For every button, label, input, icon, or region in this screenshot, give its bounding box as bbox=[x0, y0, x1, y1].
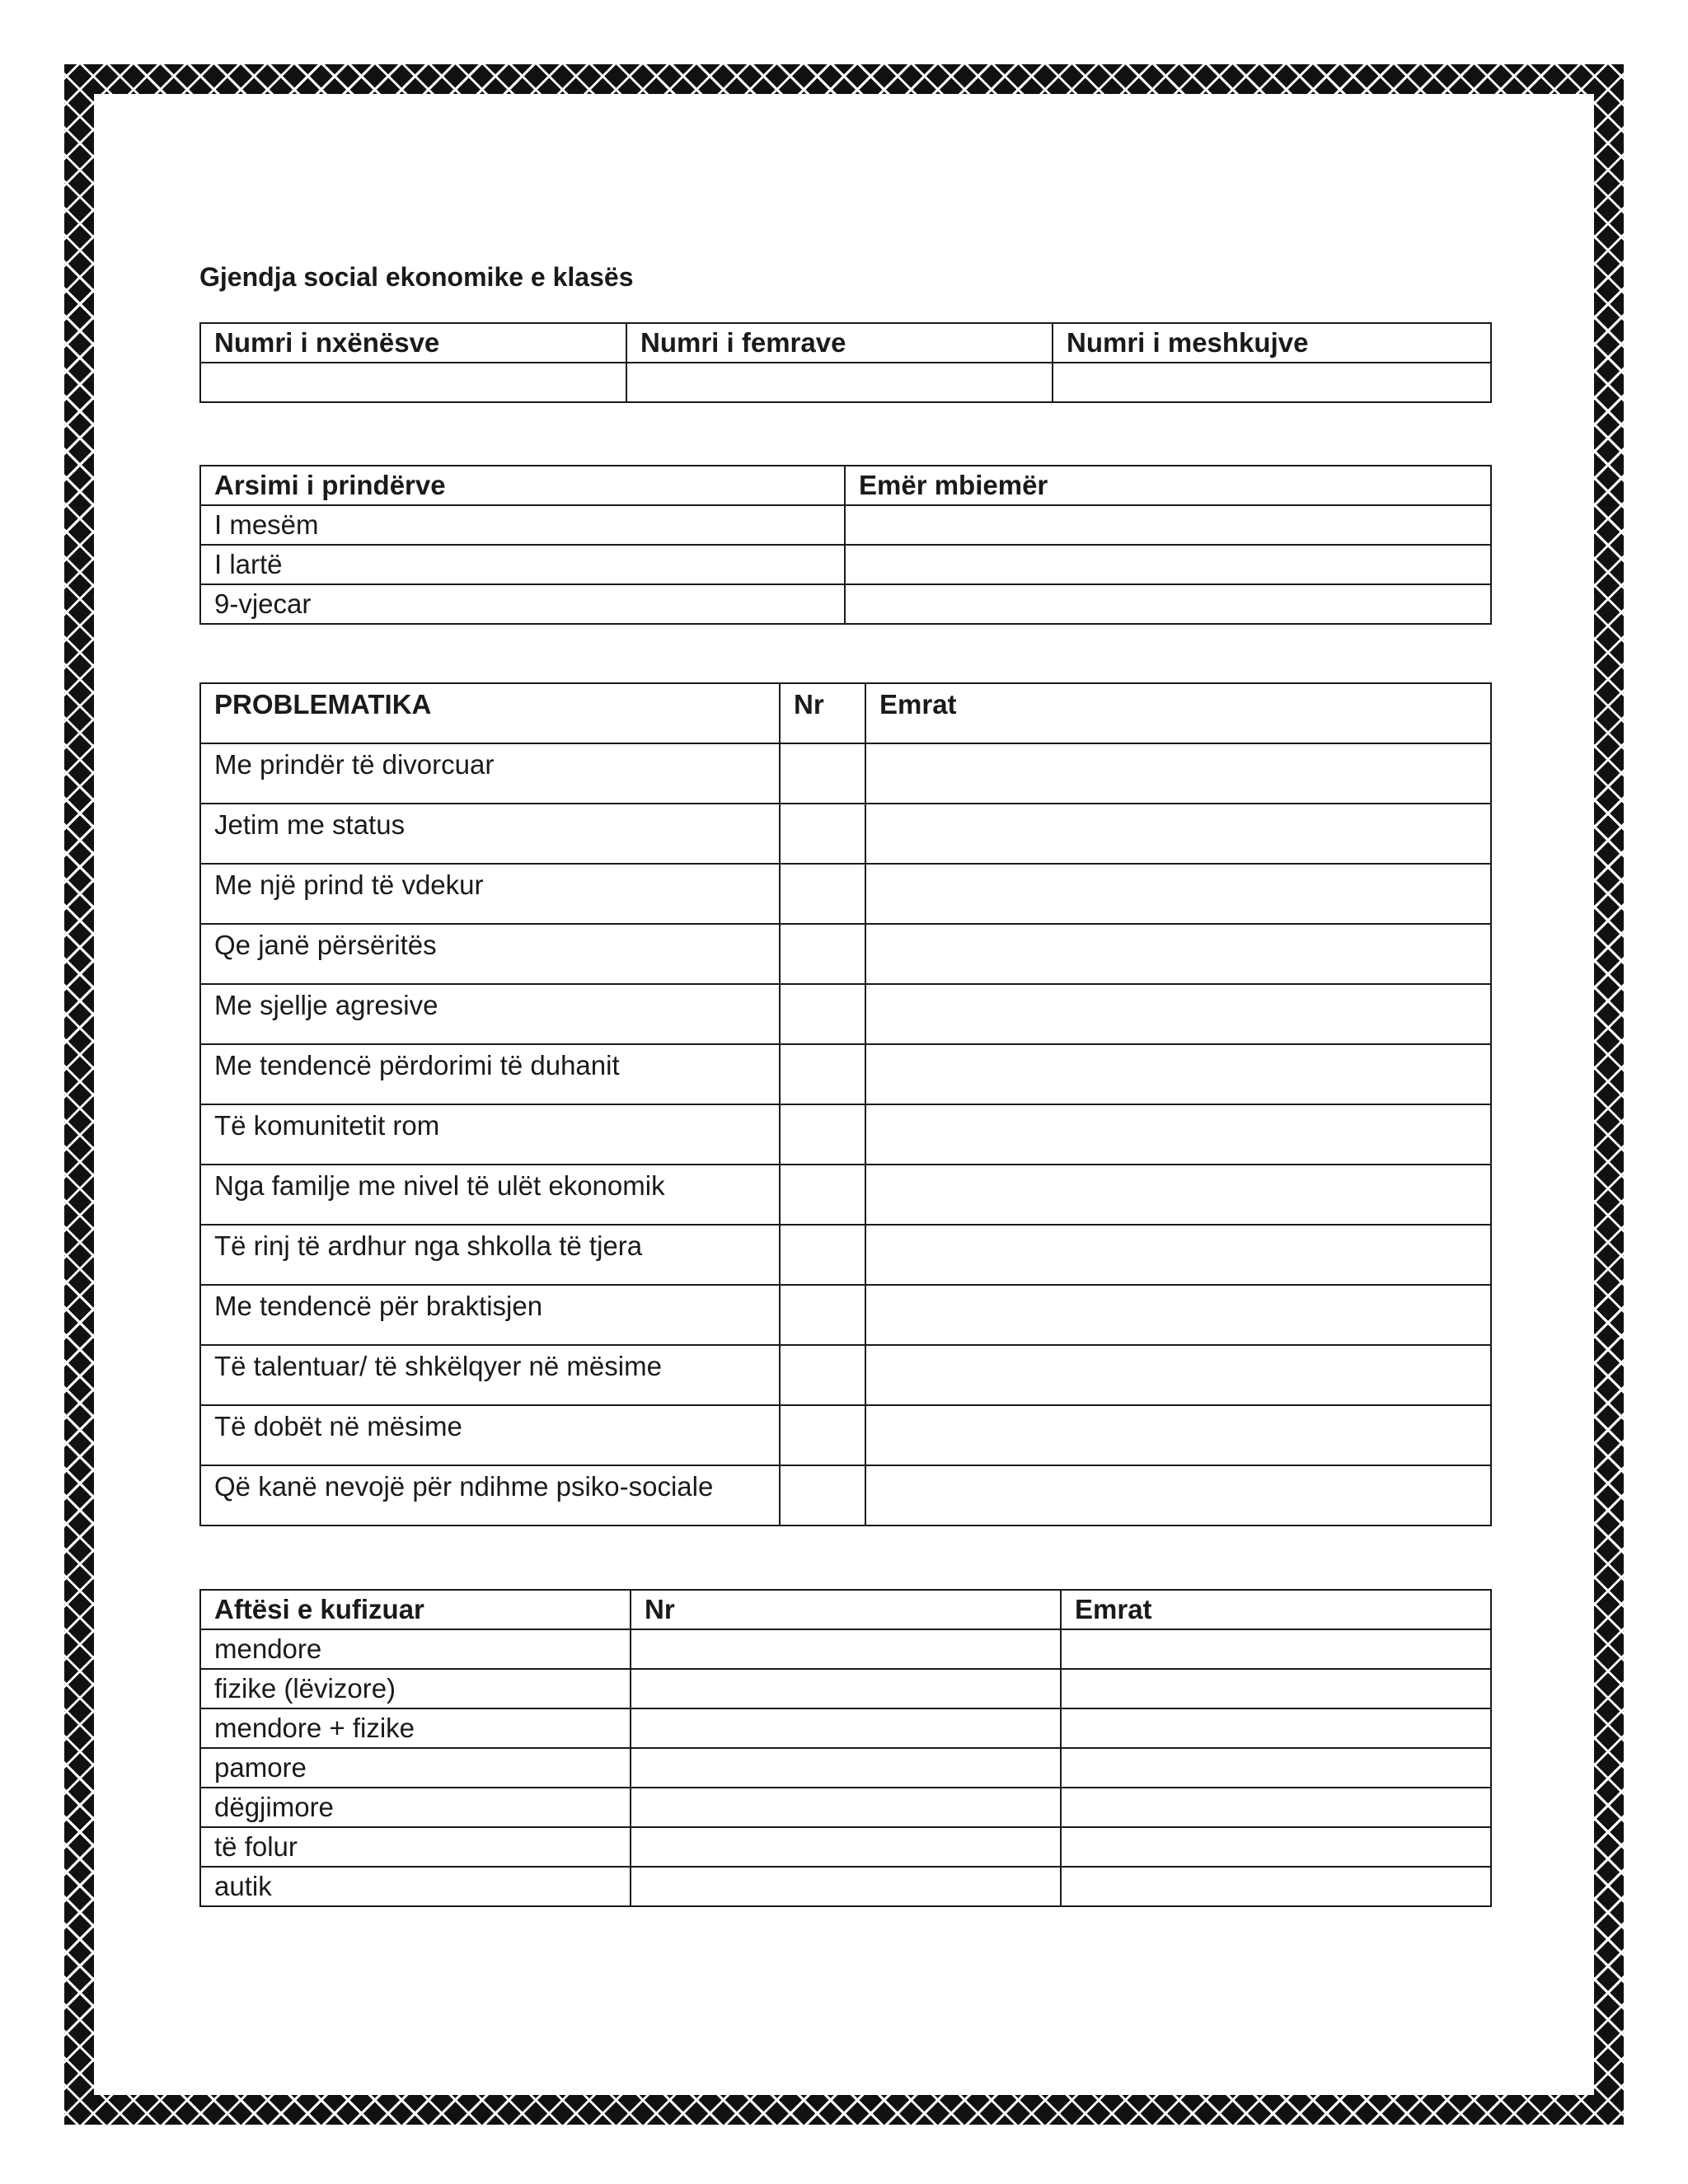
empty-cell[interactable] bbox=[1061, 1827, 1491, 1867]
row-label: dëgjimore bbox=[200, 1788, 631, 1827]
row-label: 9-vjecar bbox=[200, 584, 845, 624]
header-cell: Emrat bbox=[865, 683, 1491, 743]
header-cell: Numri i meshkujve bbox=[1053, 323, 1491, 363]
empty-cell[interactable] bbox=[780, 1165, 865, 1225]
empty-cell[interactable] bbox=[1061, 1708, 1491, 1748]
table-row bbox=[200, 1225, 1491, 1285]
table-row bbox=[200, 1165, 1491, 1225]
empty-cell[interactable] bbox=[865, 984, 1491, 1044]
table-header-row bbox=[200, 466, 1491, 505]
table-row bbox=[200, 1044, 1491, 1104]
row-label: Të talentuar/ të shkëlqyer në mësime bbox=[200, 1345, 780, 1405]
row-label: Jetim me status bbox=[200, 804, 780, 864]
row-label: Nga familje me nivel të ulët ekonomik bbox=[200, 1165, 780, 1225]
table-row bbox=[200, 804, 1491, 864]
header-cell: Arsimi i prindërve bbox=[200, 466, 845, 505]
empty-cell[interactable] bbox=[845, 505, 1491, 545]
row-label: të folur bbox=[200, 1827, 631, 1867]
table-row bbox=[200, 743, 1491, 804]
row-label: pamore bbox=[200, 1748, 631, 1788]
empty-cell[interactable] bbox=[626, 363, 1053, 402]
row-label: fizike (lëvizore) bbox=[200, 1669, 631, 1708]
empty-cell[interactable] bbox=[780, 1465, 865, 1526]
row-label: I lartë bbox=[200, 545, 845, 584]
table-row bbox=[200, 1285, 1491, 1345]
header-cell: PROBLEMATIKA bbox=[200, 683, 780, 743]
empty-cell[interactable] bbox=[780, 1345, 865, 1405]
table-row bbox=[200, 924, 1491, 984]
empty-cell[interactable] bbox=[1061, 1669, 1491, 1708]
table-row bbox=[200, 1827, 1491, 1867]
empty-cell[interactable] bbox=[845, 545, 1491, 584]
empty-cell[interactable] bbox=[780, 1044, 865, 1104]
table-row bbox=[200, 984, 1491, 1044]
empty-cell[interactable] bbox=[865, 1345, 1491, 1405]
row-label: Që kanë nevojë për ndihme psiko-sociale bbox=[200, 1465, 780, 1526]
empty-cell[interactable] bbox=[865, 864, 1491, 924]
row-label: Të komunitetit rom bbox=[200, 1104, 780, 1165]
row-label: Të dobët në mësime bbox=[200, 1405, 780, 1465]
empty-cell[interactable] bbox=[631, 1827, 1061, 1867]
table-row bbox=[200, 363, 1491, 402]
table-header-row bbox=[200, 323, 1491, 363]
header-cell: Nr bbox=[780, 683, 865, 743]
table-row bbox=[200, 505, 1491, 545]
table-row bbox=[200, 1669, 1491, 1708]
header-cell: Emër mbiemër bbox=[845, 466, 1491, 505]
empty-cell[interactable] bbox=[631, 1708, 1061, 1748]
empty-cell[interactable] bbox=[780, 1225, 865, 1285]
empty-cell[interactable] bbox=[631, 1788, 1061, 1827]
table-row bbox=[200, 1104, 1491, 1165]
row-label: Me prindër të divorcuar bbox=[200, 743, 780, 804]
empty-cell[interactable] bbox=[865, 924, 1491, 984]
table-header-row bbox=[200, 1590, 1491, 1629]
header-cell: Numri i femrave bbox=[626, 323, 1053, 363]
table-row bbox=[200, 1405, 1491, 1465]
empty-cell[interactable] bbox=[845, 584, 1491, 624]
parents-education-table bbox=[199, 465, 1492, 625]
empty-cell[interactable] bbox=[631, 1669, 1061, 1708]
empty-cell[interactable] bbox=[865, 1044, 1491, 1104]
empty-cell[interactable] bbox=[1053, 363, 1491, 402]
row-label: autik bbox=[200, 1867, 631, 1906]
row-label: mendore bbox=[200, 1629, 631, 1669]
empty-cell[interactable] bbox=[865, 1405, 1491, 1465]
row-label: I mesëm bbox=[200, 505, 845, 545]
empty-cell[interactable] bbox=[865, 1104, 1491, 1165]
empty-cell[interactable] bbox=[631, 1629, 1061, 1669]
disability-table bbox=[199, 1589, 1492, 1907]
empty-cell[interactable] bbox=[865, 1165, 1491, 1225]
empty-cell[interactable] bbox=[631, 1867, 1061, 1906]
document-title: Gjendja social ekonomike e klasës bbox=[199, 262, 634, 292]
empty-cell[interactable] bbox=[1061, 1867, 1491, 1906]
empty-cell[interactable] bbox=[865, 743, 1491, 804]
header-cell: Nr bbox=[631, 1590, 1061, 1629]
empty-cell[interactable] bbox=[631, 1748, 1061, 1788]
empty-cell[interactable] bbox=[200, 363, 626, 402]
row-label: Të rinj të ardhur nga shkolla të tjera bbox=[200, 1225, 780, 1285]
issues-table bbox=[199, 682, 1492, 1526]
empty-cell[interactable] bbox=[1061, 1629, 1491, 1669]
table-row bbox=[200, 864, 1491, 924]
empty-cell[interactable] bbox=[780, 864, 865, 924]
row-label: Me tendencë për braktisjen bbox=[200, 1285, 780, 1345]
row-label: Me tendencë përdorimi të duhanit bbox=[200, 1044, 780, 1104]
empty-cell[interactable] bbox=[780, 1285, 865, 1345]
empty-cell[interactable] bbox=[780, 924, 865, 984]
empty-cell[interactable] bbox=[865, 1285, 1491, 1345]
student-count-table bbox=[199, 322, 1492, 403]
table-row bbox=[200, 1867, 1491, 1906]
table-row bbox=[200, 1465, 1491, 1526]
empty-cell[interactable] bbox=[865, 1465, 1491, 1526]
header-cell: Numri i nxënësve bbox=[200, 323, 626, 363]
empty-cell[interactable] bbox=[780, 743, 865, 804]
table-row bbox=[200, 584, 1491, 624]
row-label: Me sjellje agresive bbox=[200, 984, 780, 1044]
table-row bbox=[200, 1748, 1491, 1788]
row-label: Me një prind të vdekur bbox=[200, 864, 780, 924]
table-row bbox=[200, 1788, 1491, 1827]
table-row bbox=[200, 1345, 1491, 1405]
empty-cell[interactable] bbox=[865, 1225, 1491, 1285]
header-cell: Emrat bbox=[1061, 1590, 1491, 1629]
row-label: Qe janë përsëritës bbox=[200, 924, 780, 984]
table-row bbox=[200, 1629, 1491, 1669]
table-row bbox=[200, 545, 1491, 584]
empty-cell[interactable] bbox=[780, 804, 865, 864]
empty-cell[interactable] bbox=[780, 1104, 865, 1165]
table-row bbox=[200, 1708, 1491, 1748]
empty-cell[interactable] bbox=[1061, 1748, 1491, 1788]
empty-cell[interactable] bbox=[780, 1405, 865, 1465]
empty-cell[interactable] bbox=[780, 984, 865, 1044]
empty-cell[interactable] bbox=[1061, 1788, 1491, 1827]
header-cell: Aftësi e kufizuar bbox=[200, 1590, 631, 1629]
empty-cell[interactable] bbox=[865, 804, 1491, 864]
row-label: mendore + fizike bbox=[200, 1708, 631, 1748]
table-header-row bbox=[200, 683, 1491, 743]
